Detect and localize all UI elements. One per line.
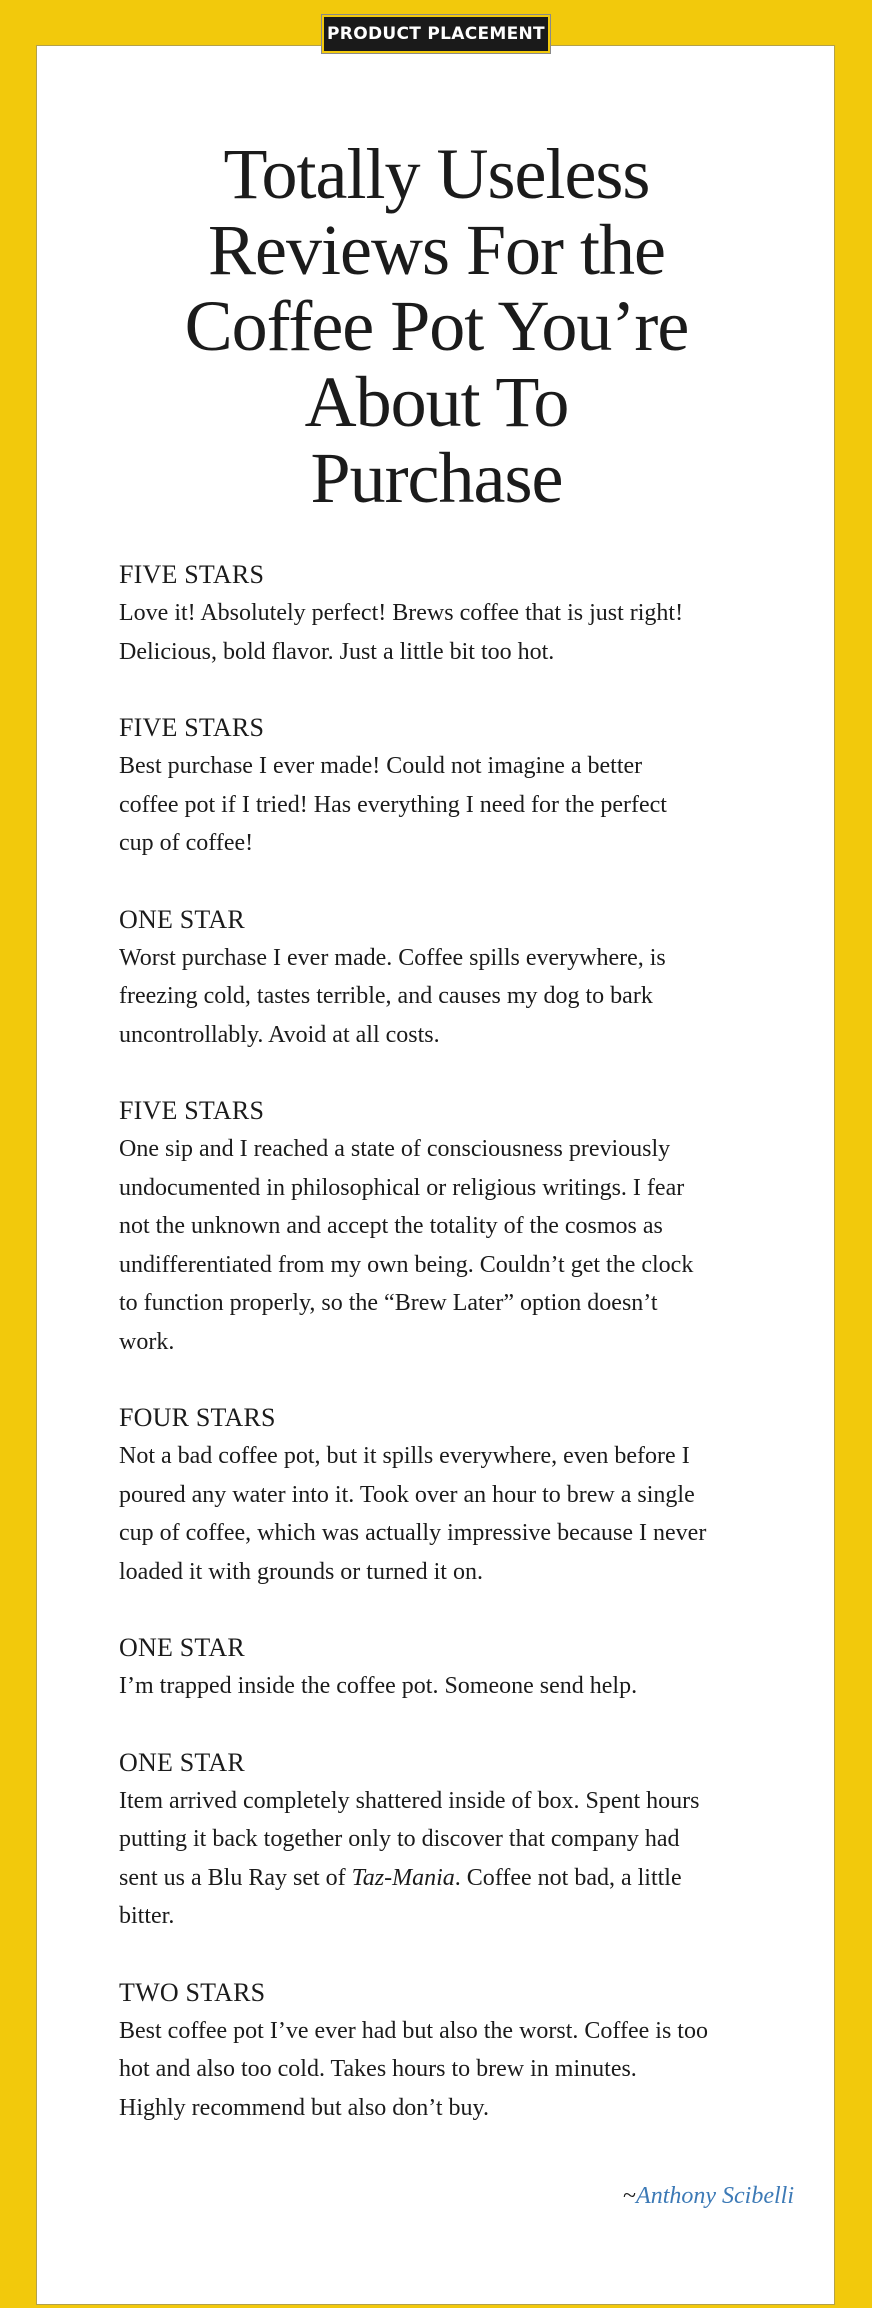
article-panel <box>36 45 835 2305</box>
review-text <box>119 2012 769 2128</box>
review-line: bitter. <box>119 1903 175 1929</box>
review-rating: FIVE STARS <box>119 560 265 589</box>
review-text <box>119 1782 769 1936</box>
review-line: I’m trapped inside the coffee pot. Someone send help. <box>119 1673 638 1699</box>
review-rating: FIVE STARS <box>119 1096 265 1125</box>
review-rating: ONE STAR <box>119 1747 245 1777</box>
author-signature[interactable] <box>623 2183 794 2210</box>
review-line: Love it! Absolutely perfect! Brews coffee that is just right! <box>119 600 684 626</box>
show-title: Taz-Mania <box>351 1864 455 1891</box>
review-line: Item arrived completely shattered inside of box. Spent hours <box>119 1787 700 1814</box>
review-text <box>119 1437 769 1591</box>
review-line: freezing cold, tastes terrible, and causes my dog to bark <box>119 983 653 1009</box>
title-line: About To <box>304 362 569 442</box>
signature-tilde: ~ <box>623 2183 637 2209</box>
title-line: Reviews For the <box>208 210 665 290</box>
product-placement-tag: PRODUCT PLACEMENT <box>324 17 548 51</box>
review-line: coffee pot if I tried! Has everything I need for the perfect <box>119 791 667 818</box>
review-line: poured any water into it. Took over an hour to brew a single <box>119 1481 695 1508</box>
review-list <box>119 556 769 2165</box>
review-item <box>119 1974 769 2128</box>
review-item <box>119 1744 769 1936</box>
review-line: work. <box>119 1328 175 1355</box>
review-line-text: sent us a Blu Ray set of <box>119 1864 352 1891</box>
review-line: loaded it with grounds or turned it on. <box>119 1558 483 1585</box>
review-text <box>119 939 769 1055</box>
review-line-text: . Coffee not bad, a little <box>454 1864 682 1891</box>
review-rating: TWO STARS <box>119 1977 266 2007</box>
review-line: undocumented in philosophical or religious writings. I fear <box>119 1174 685 1201</box>
review-item <box>119 1092 769 1361</box>
review-item <box>119 556 769 671</box>
review-line: One sip and I reached a state of consciousness previously <box>119 1136 671 1162</box>
review-line <box>119 1859 769 1898</box>
title-line: Purchase <box>310 438 563 518</box>
review-line: cup of coffee, which was actually impressive because I never <box>119 1520 707 1546</box>
review-line: Worst purchase I ever made. Coffee spills everywhere, is <box>119 944 666 971</box>
review-text <box>119 747 769 863</box>
review-line: putting it back together only to discover that company had <box>119 1826 680 1852</box>
review-item <box>119 1629 769 1706</box>
review-line: not the unknown and accept the totality of the cosmos as <box>119 1213 663 1239</box>
review-text <box>119 594 769 671</box>
review-item <box>119 709 769 863</box>
review-line: to function properly, so the “Brew Later” option doesn’t <box>119 1290 658 1316</box>
title-line: Totally Useless <box>223 134 650 214</box>
review-text <box>119 1667 769 1706</box>
title-line: Coffee Pot You’re <box>184 286 689 366</box>
review-line: Best coffee pot I’ve ever had but also the worst. Coffee is too <box>119 2017 708 2044</box>
review-line: hot and also too cold. Takes hours to brew in minutes. <box>119 2056 637 2082</box>
review-line: Highly recommend but also don’t buy. <box>119 2094 489 2121</box>
review-rating: ONE STAR <box>119 1633 245 1662</box>
article-title <box>37 136 836 516</box>
review-rating: FIVE STARS <box>119 713 265 742</box>
review-line: uncontrollably. Avoid at all costs. <box>119 1021 440 1048</box>
review-rating: FOUR STARS <box>119 1403 276 1432</box>
review-item <box>119 1399 769 1591</box>
review-line: cup of coffee! <box>119 830 254 856</box>
review-rating: ONE STAR <box>119 904 245 934</box>
review-line: undifferentiated from my own being. Couldn’t get the clock <box>119 1251 694 1278</box>
author-link[interactable]: Anthony Scibelli <box>636 2183 794 2209</box>
review-line: Best purchase I ever made! Could not imagine a better <box>119 753 643 779</box>
review-item <box>119 901 769 1055</box>
review-line: Not a bad coffee pot, but it spills everywhere, even before I <box>119 1443 690 1469</box>
review-text <box>119 1130 769 1361</box>
review-line: Delicious, bold flavor. Just a little bit too hot. <box>119 638 555 665</box>
